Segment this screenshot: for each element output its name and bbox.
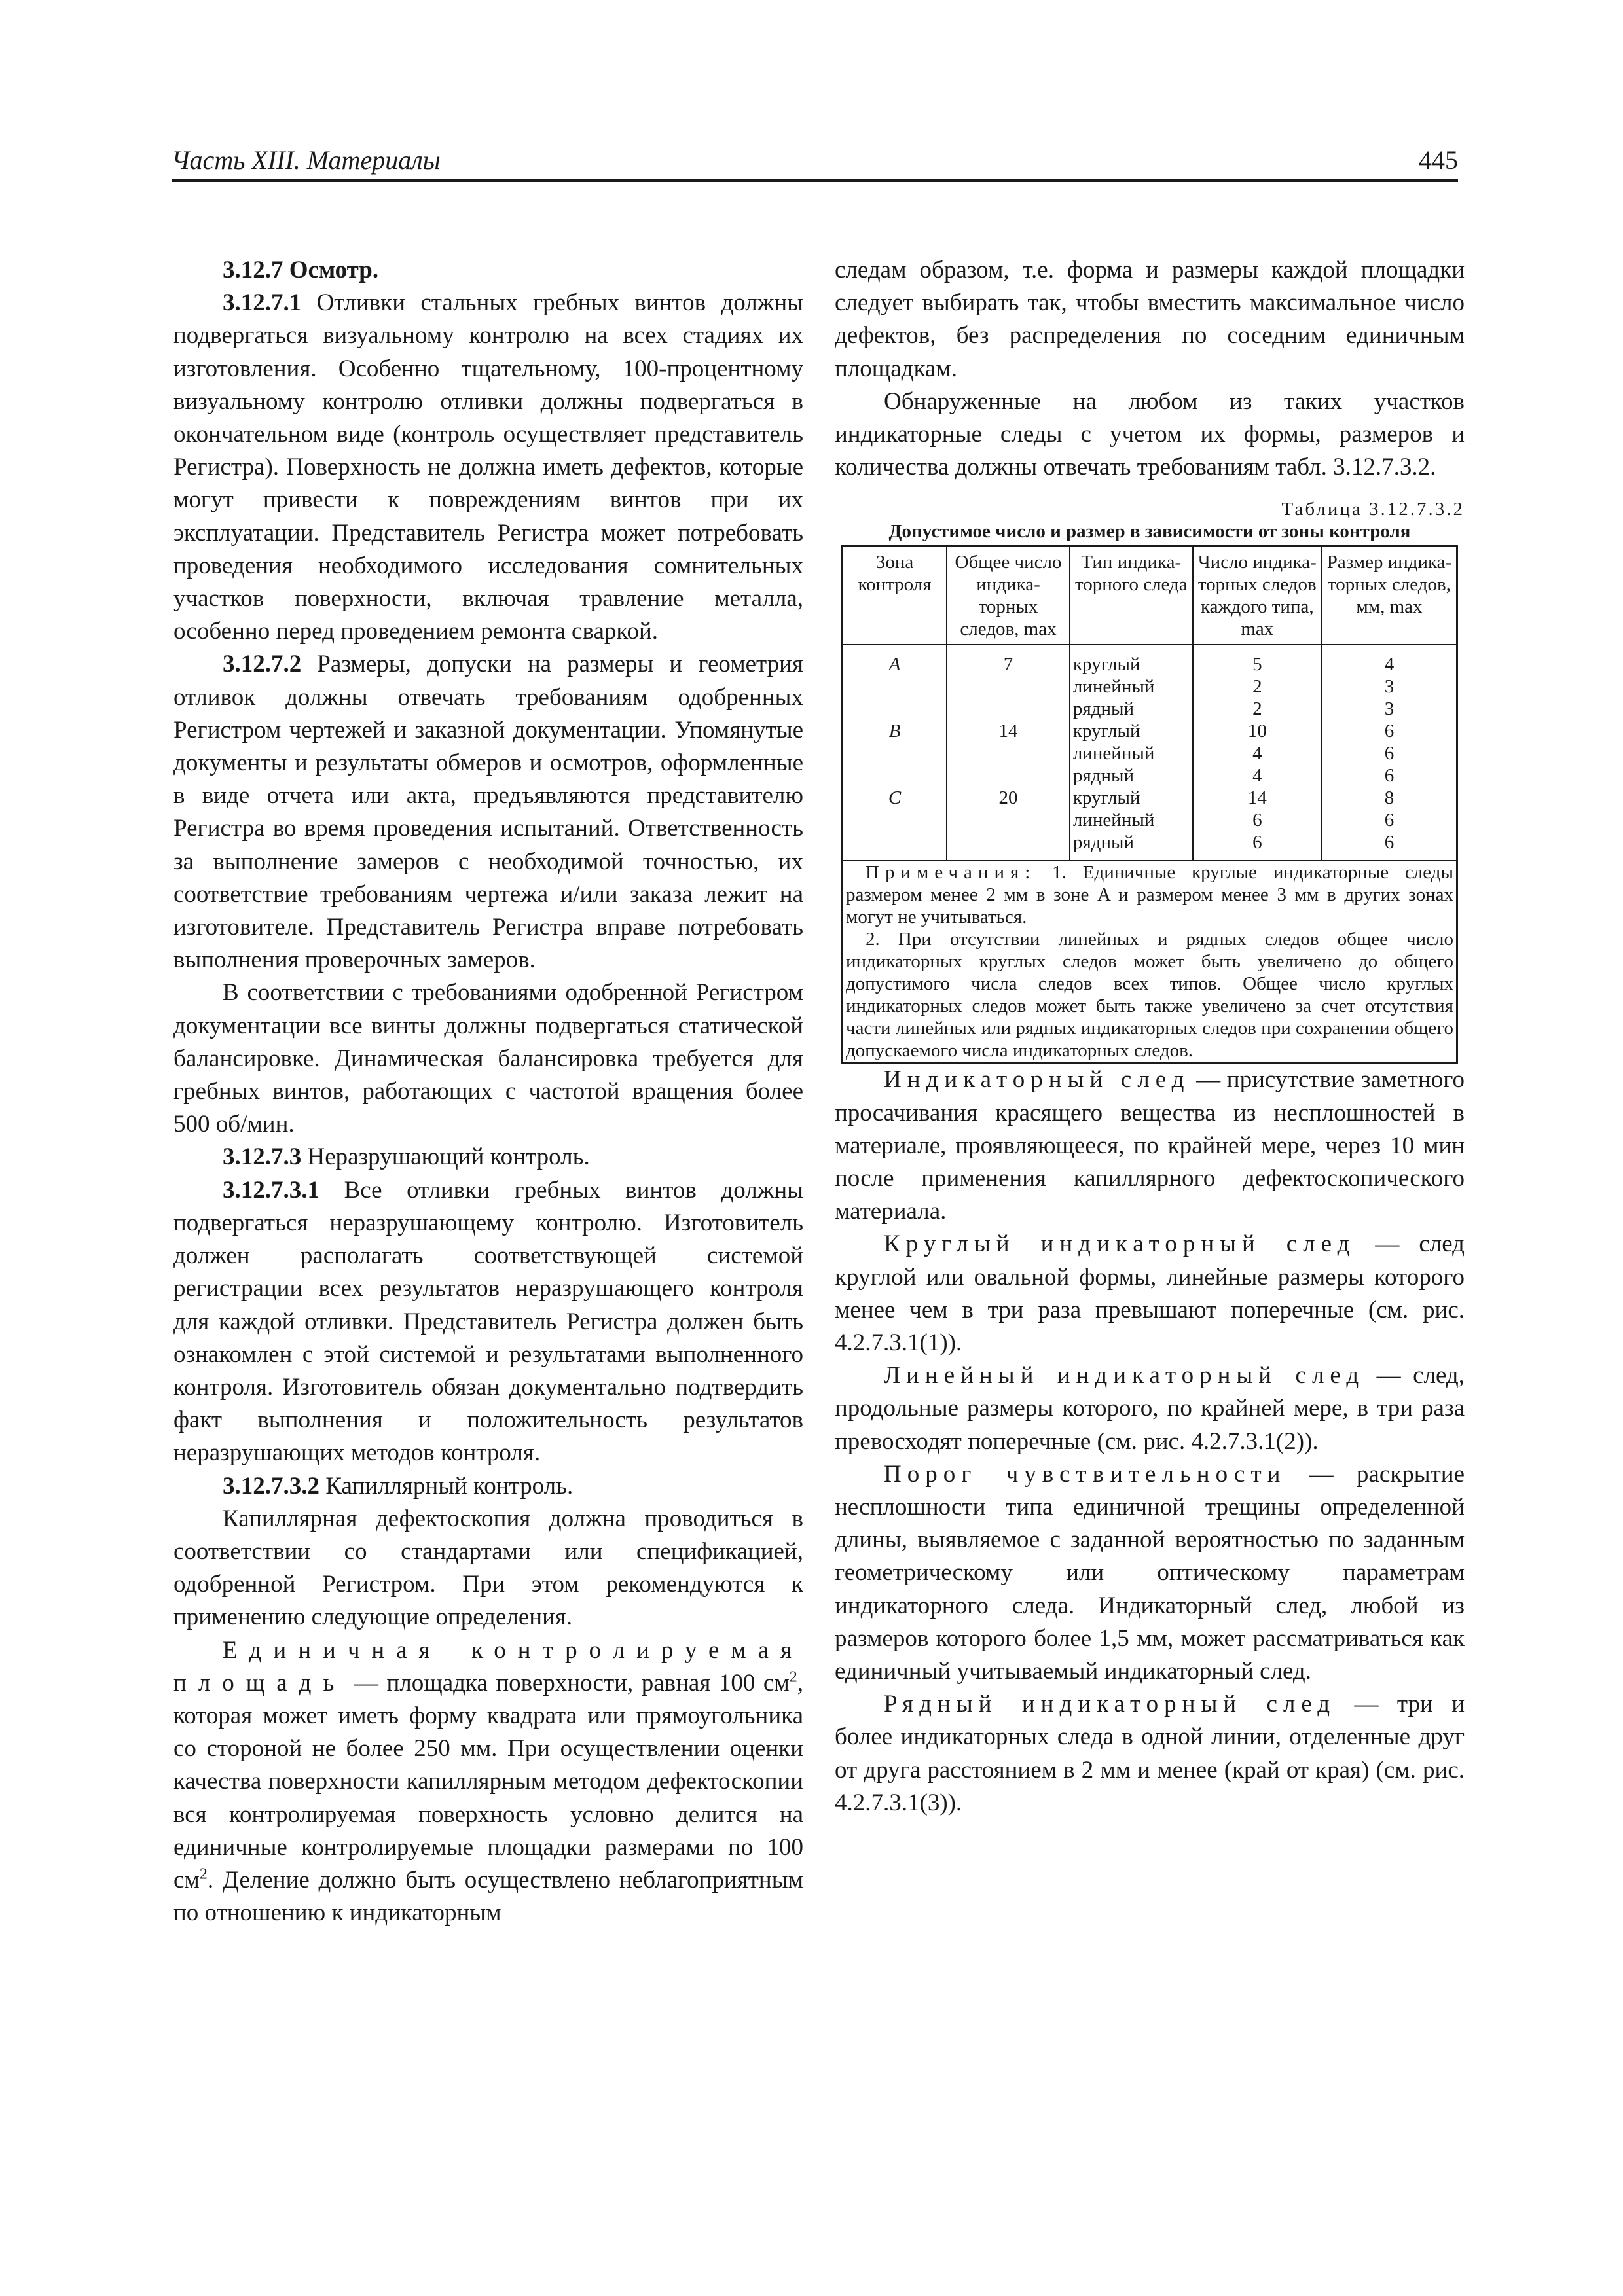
table-cell: 6 bbox=[1322, 809, 1457, 831]
paragraph-text: Отливки стальных гребных винтов должны подвергаться визуальному контролю на всех стадиях их изготовления. Особенно тщательному, 100-процентному визуальному контролю отливки должны подвергаться в окончательном виде (контроль осуществляет представитель Регистра). Поверхность не должна иметь дефектов, которые могут привести к повреждениям винтов при их эксплуатации. Представитель Регистра может потребовать проведения необходимого исследования сомнительных участков поверхности, включая травление металла, особенно перед проведением ремонта сваркой. bbox=[173, 289, 803, 645]
table-cell: 7 bbox=[947, 645, 1070, 675]
paragraph-text: Размеры, допуски на размеры и геометрия отливок должны отвечать требованиям одобренных Регистром чертежей и заказной документации. Упомянутые документы и результаты обмеров и осмотров, оформленные в виде отчета или акта, предъявляются представителю Регистра во время проведения испытаний. Ответственность за выполнение замеров с необходимой точностью, их соответствие требованиям чертежа и/или заказа лежит на изготовителе. Представитель Регистра вправе потребовать выполнения проверочных замеров. bbox=[173, 651, 803, 974]
table-cell: линейный bbox=[1070, 809, 1193, 831]
table-cell: 3 bbox=[1322, 698, 1457, 720]
paragraph-text: Капиллярный контроль. bbox=[319, 1472, 574, 1499]
table-header-row bbox=[843, 547, 1457, 645]
clause-number: 3.12.7.3.2 bbox=[223, 1472, 319, 1499]
table-cell bbox=[843, 698, 947, 720]
table-note-2: 2. При отсутствии линейных и рядных следов общее число индикаторных круглых следов может быть увеличено до общего допустимого числа следов всех типов. Общее число круглых индикаторных следов может быть также увеличено за счет отсутствия части линейных или рядных индикаторных следов при сохранении общего допускаемого числа индикаторных следов. bbox=[846, 929, 1453, 1062]
paragraph: следам образом, т.е. форма и размеры каждой площадки следует выбирать так, чтобы вместить максимальное число дефектов, без распределения по соседним единичным площадкам. bbox=[835, 257, 1465, 382]
section-heading bbox=[173, 254, 803, 287]
definition-text: — площадка поверхности, равная 100 см bbox=[346, 1669, 790, 1696]
paragraph bbox=[173, 287, 803, 648]
defined-term: Индикаторный след bbox=[884, 1066, 1190, 1094]
paragraph bbox=[173, 1470, 803, 1503]
table-row bbox=[843, 742, 1457, 764]
table-note bbox=[843, 861, 1457, 1063]
table-header-cell: Общее число индика-торных следов, max bbox=[947, 547, 1070, 645]
table-note-row bbox=[843, 861, 1457, 1063]
table-cell bbox=[947, 675, 1070, 698]
table-cell: 6 bbox=[1322, 742, 1457, 764]
table-cell: 10 bbox=[1193, 720, 1322, 742]
paragraph: В соответствии с требованиями одобренной Регистром документации все винты должны подвергаться статической балансировке. Динамическая балансировка требуется для гребных винтов, работающих с частотой вращения более 500 об/мин. bbox=[173, 979, 803, 1138]
clause-number: 3.12.7.1 bbox=[223, 289, 302, 317]
clause-number: 3.12.7.3.1 bbox=[223, 1176, 319, 1204]
definition-paragraph bbox=[835, 1458, 1465, 1688]
definition-paragraph bbox=[835, 1064, 1465, 1228]
paragraph: Обнаруженные на любом из таких участков индикаторные следы с учетом их формы, размеров и количества должны отвечать требованиям табл. 3.12.7.3.2. bbox=[835, 387, 1465, 481]
definition-text: , которая может иметь форму квадрата или прямоугольника со стороной не более 250 мм. При осуществлении оценки качества поверхности капиллярным методом дефектоскопии вся контролируемая поверхность условно делится на единичные контролируемые площадки размерами по 100 см bbox=[173, 1669, 803, 1893]
table-row bbox=[843, 675, 1457, 698]
table-note-1 bbox=[846, 861, 1453, 928]
table-cell: 6 bbox=[1193, 809, 1322, 831]
table-cell bbox=[843, 764, 947, 787]
table-row bbox=[843, 720, 1457, 742]
defined-term: Единичная контролируемая площадь bbox=[173, 1636, 803, 1696]
superscript: 2 bbox=[789, 1668, 797, 1686]
defined-term: Круглый индикаторный след bbox=[884, 1230, 1356, 1258]
table-cell: 14 bbox=[1193, 787, 1322, 809]
table-cell: 6 bbox=[1322, 831, 1457, 861]
left-column bbox=[173, 254, 803, 1929]
paragraph bbox=[173, 1141, 803, 1174]
table-cell: B bbox=[843, 720, 947, 742]
table-cell bbox=[843, 742, 947, 764]
right-column bbox=[835, 254, 1465, 1820]
table-header-cell: Тип индика-торного следа bbox=[1070, 547, 1193, 645]
running-header bbox=[172, 143, 1458, 182]
clause-number: 3.12.7.3 bbox=[223, 1143, 302, 1171]
table-cell: рядный bbox=[1070, 764, 1193, 787]
table-cell: круглый bbox=[1070, 720, 1193, 742]
page-number: 445 bbox=[1419, 145, 1458, 175]
table-cell: круглый bbox=[1070, 645, 1193, 675]
table-cell: линейный bbox=[1070, 742, 1193, 764]
table-cell: 2 bbox=[1193, 675, 1322, 698]
defined-term: Порог чувствительности bbox=[884, 1460, 1286, 1488]
paragraph-text: Все отливки гребных винтов должны подвергаться неразрушающему контролю. Изготовитель должен располагать соответствующей системой регистрации всех результатов неразрушающего контроля для каждой отливки. Представитель Регистра должен быть ознакомлен с этой системой и результатами выполненного контроля. Изготовитель обязан документально подтвердить факт выполнения и положительность результатов неразрушающих методов контроля. bbox=[173, 1176, 803, 1467]
definition-paragraph bbox=[835, 1359, 1465, 1458]
table-cell bbox=[843, 675, 947, 698]
table-cell: 3 bbox=[1322, 675, 1457, 698]
definition-text: . Деление должно быть осуществлено неблагоприятным по отношению к индикаторным bbox=[173, 1866, 803, 1927]
definition-paragraph bbox=[173, 1634, 803, 1930]
inspection-table bbox=[841, 545, 1458, 1064]
clause-number: 3.12.7.2 bbox=[223, 651, 302, 678]
table-cell: 4 bbox=[1193, 742, 1322, 764]
definition-paragraph bbox=[835, 1228, 1465, 1359]
table-row bbox=[843, 764, 1457, 787]
table-cell: 8 bbox=[1322, 787, 1457, 809]
table-cell: рядный bbox=[1070, 698, 1193, 720]
definition-text: — след, продольные размеры которого, по крайней мере, в три раза превосходят поперечные (см. рис. 4.2.7.3.1(2)). bbox=[835, 1362, 1465, 1455]
table-cell: 2 bbox=[1193, 698, 1322, 720]
defined-term: Рядный индикаторный след bbox=[884, 1691, 1336, 1718]
table-row bbox=[843, 787, 1457, 809]
table-cell: 20 bbox=[947, 787, 1070, 809]
table-row bbox=[843, 698, 1457, 720]
table-cell: C bbox=[843, 787, 947, 809]
table-header-cell: Число индика-торных следов каждого типа, max bbox=[1193, 547, 1322, 645]
table-row bbox=[843, 809, 1457, 831]
table-row bbox=[843, 645, 1457, 675]
note-text: 1. Единичные круглые индикаторные следы размером менее 2 мм в зоне A и размером менее 3 мм в других зонах могут не учитываться. bbox=[846, 862, 1453, 928]
table-header-cell: Размер индика-торных следов, мм, max bbox=[1322, 547, 1457, 645]
table-header-cell: Зона контроля bbox=[843, 547, 947, 645]
paragraph bbox=[173, 648, 803, 977]
table-cell: линейный bbox=[1070, 675, 1193, 698]
definition-text: — раскрытие несплошности типа единичной трещины определенной длины, выявляемое с заданной вероятностью по заданным геометрическому или оптическому параметрам индикаторного следа. Индикаторный след, любой из размеров которого более 1,5 мм, может рассматриваться как единичный учитываемый индикаторный след. bbox=[835, 1460, 1465, 1685]
table-cell: A bbox=[843, 645, 947, 675]
table-cell: 6 bbox=[1193, 831, 1322, 861]
paragraph bbox=[173, 1174, 803, 1470]
paragraph: Капиллярная дефектоскопия должна проводиться в соответствии со стандартами или спецификацией, одобренной Регистром. При этом рекомендуются к применению следующие определения. bbox=[173, 1505, 803, 1631]
definition-text: — три и более индикаторных следа в одной линии, отделенные друг от друга расстоянием в 2 мм и менее (край от края) (см. рис. 4.2.7.3.1(3)). bbox=[835, 1691, 1465, 1816]
table-cell bbox=[947, 764, 1070, 787]
table-cell bbox=[843, 809, 947, 831]
table-cell bbox=[947, 742, 1070, 764]
paragraph-text: Неразрушающий контроль. bbox=[301, 1143, 590, 1171]
table-cell: рядный bbox=[1070, 831, 1193, 861]
table-cell bbox=[947, 698, 1070, 720]
table-cell: 4 bbox=[1193, 764, 1322, 787]
table-cell: 4 bbox=[1322, 645, 1457, 675]
table-cell: 6 bbox=[1322, 720, 1457, 742]
section-title: Осмотр. bbox=[289, 257, 379, 283]
table-caption: Таблица 3.12.7.3.2 bbox=[1281, 499, 1465, 520]
defined-term: Линейный индикаторный след bbox=[884, 1362, 1365, 1390]
definition-paragraph bbox=[835, 1688, 1465, 1820]
table-cell: круглый bbox=[1070, 787, 1193, 809]
definition-text: — след круглой или овальной формы, линейные размеры которого менее чем в три раза превышают поперечные (см. рис. 4.2.7.3.1(1)). bbox=[835, 1230, 1465, 1357]
table-title: Допустимое число и размер в зависимости от зоны контроля bbox=[888, 521, 1411, 543]
table-cell bbox=[947, 809, 1070, 831]
section-number: 3.12.7 bbox=[223, 257, 283, 283]
superscript: 2 bbox=[199, 1865, 208, 1883]
definition-text: — присутствие заметного просачивания красящего вещества из несплошностей в материале, проявляющееся, по крайней мере, через 10 мин после применения капиллярного дефектоскопического материала. bbox=[835, 1066, 1465, 1225]
part-title: Часть XIII. Материалы bbox=[172, 145, 441, 175]
table-cell bbox=[947, 831, 1070, 861]
table-cell: 5 bbox=[1193, 645, 1322, 675]
note-label: Примечания: bbox=[866, 862, 1036, 884]
table-cell: 6 bbox=[1322, 764, 1457, 787]
table-row bbox=[843, 831, 1457, 861]
table-cell bbox=[843, 831, 947, 861]
table-cell: 14 bbox=[947, 720, 1070, 742]
